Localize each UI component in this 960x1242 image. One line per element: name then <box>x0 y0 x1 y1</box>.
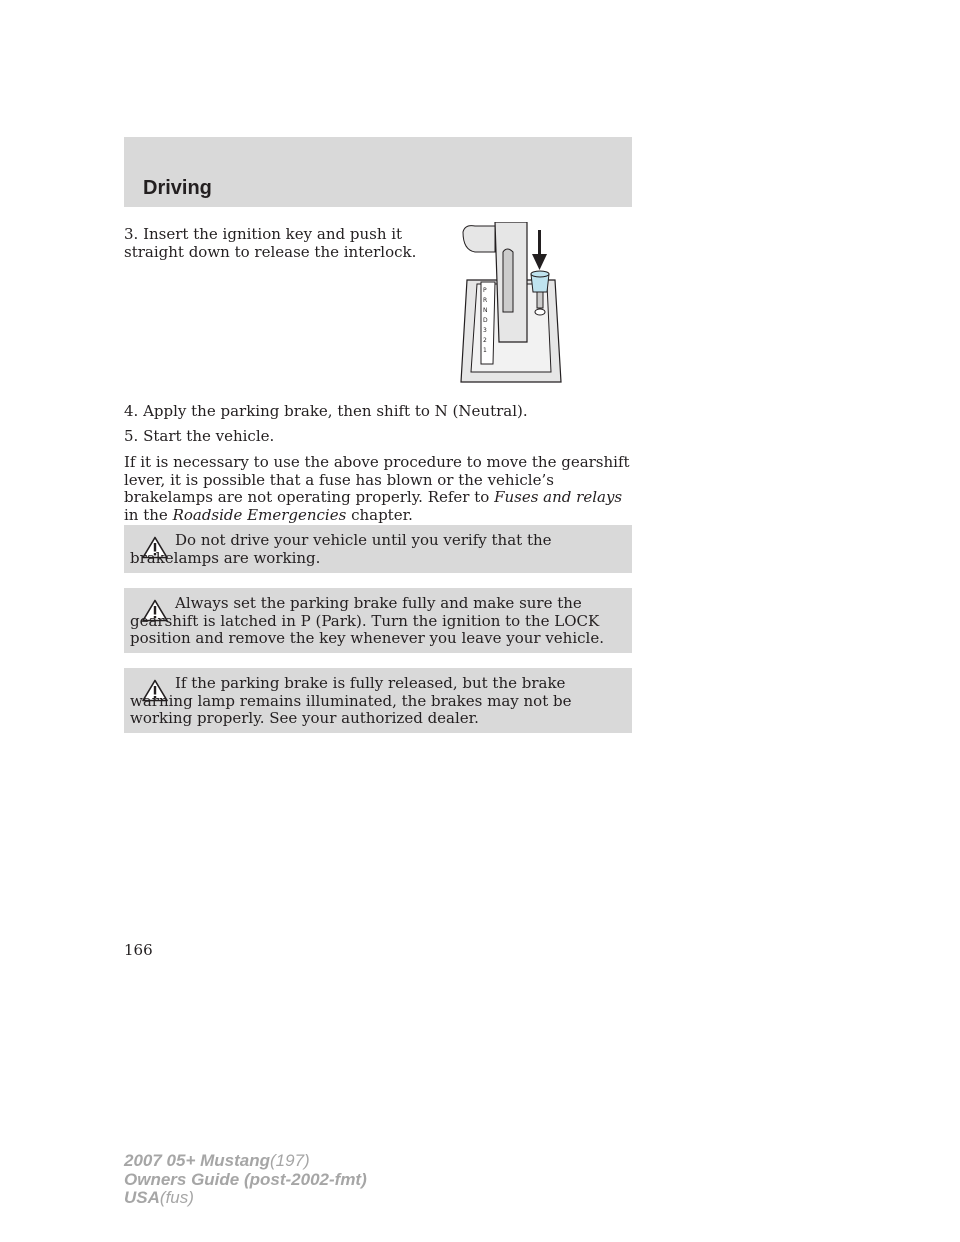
roadside-emergencies-reference: Roadside Emergencies <box>172 505 347 524</box>
footer-model-code: (197) <box>270 1151 310 1170</box>
warning-text: Always set the parking brake fully and make sure the gearshift is latched in P (Park). Turn the ignition to the LOCK position and remove the key whenever you leave your vehicle. <box>130 594 604 647</box>
section-title: Driving <box>143 177 212 199</box>
warning-text: Do not drive your vehicle until you verify that the brakelamps are working. <box>130 531 552 567</box>
footer-market: USA <box>124 1188 160 1207</box>
gear-letter: D <box>483 317 488 324</box>
gear-letter: P <box>483 287 487 294</box>
gearshift-interlock-illustration <box>455 222 570 387</box>
step-3-text: 3. Insert the ignition key and push it straight down to release the interlock. <box>124 225 417 261</box>
footer-model: 2007 05+ Mustang <box>124 1151 270 1170</box>
gear-letter: N <box>483 307 488 314</box>
warning-box <box>124 588 632 653</box>
gear-letter: R <box>483 297 488 304</box>
warning-text: If the parking brake is fully released, but the brake warning lamp remains illuminated, the brakes may not be working properly. See your authorized dealer. <box>130 674 572 727</box>
document-footer <box>124 1152 367 1208</box>
footer-line <box>124 1171 367 1190</box>
footer-line <box>124 1189 367 1208</box>
gear-letter: 2 <box>483 337 487 344</box>
section-header <box>124 137 632 207</box>
gear-letter: 3 <box>483 327 487 334</box>
fuse-paragraph <box>124 454 632 524</box>
page-number: 166 <box>124 941 153 959</box>
footer-line <box>124 1152 367 1171</box>
paragraph-text: in the <box>124 505 173 524</box>
warning-box <box>124 525 632 573</box>
paragraph-text: chapter. <box>346 505 413 524</box>
step-5-text: 5. Start the vehicle. <box>124 427 275 445</box>
warning-box <box>124 668 632 733</box>
footer-market-code: (fus) <box>159 1188 194 1207</box>
footer-guide: Owners Guide (post-2002-fmt) <box>124 1169 367 1189</box>
paragraph-text: If it is necessary to use the above procedure to move the gearshift lever, it is possible that a fuse has blown or the vehicle’s brakelamps are not operating properly. Refer to <box>124 453 630 506</box>
fuses-and-relays-reference: Fuses and relays <box>494 488 623 506</box>
step-4-text: 4. Apply the parking brake, then shift to N (Neutral). <box>124 402 528 420</box>
gear-letter: 1 <box>483 347 487 354</box>
